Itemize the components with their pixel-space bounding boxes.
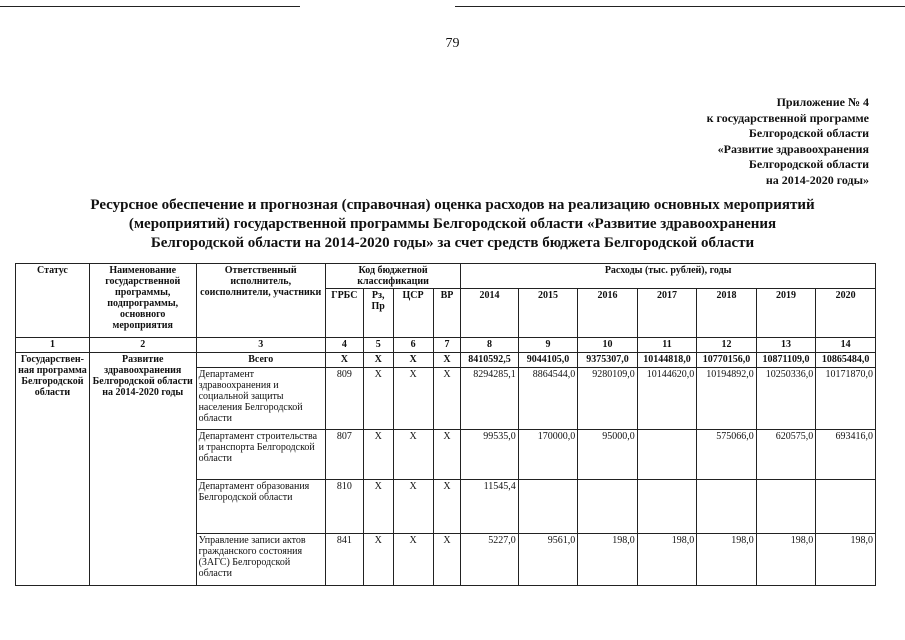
- csr-cell: Х: [393, 534, 433, 586]
- expense-cell: 8294285,1: [461, 368, 518, 430]
- expense-cell: 9280109,0: [578, 368, 638, 430]
- vr-cell: Х: [433, 430, 461, 480]
- header-year: 2019: [756, 289, 816, 338]
- expense-cell: 10871109,0: [756, 353, 816, 368]
- expense-cell: 99535,0: [461, 430, 518, 480]
- column-number: 9: [518, 338, 578, 353]
- rzpr-cell: Х: [363, 368, 393, 430]
- column-number-row: [16, 338, 876, 353]
- expense-cell: 10250336,0: [756, 368, 816, 430]
- rzpr-cell: Х: [363, 480, 393, 534]
- column-number: 3: [196, 338, 325, 353]
- vr-cell: Х: [433, 368, 461, 430]
- expense-cell: 11545,4: [461, 480, 518, 534]
- column-number: 8: [461, 338, 518, 353]
- expense-cell: 10865484,0: [816, 353, 876, 368]
- header-expenses: Расходы (тыс. рублей), годы: [461, 264, 876, 289]
- expense-cell: [578, 480, 638, 534]
- grbs-cell: Х: [325, 353, 363, 368]
- table-row: [16, 353, 876, 368]
- column-number: 5: [363, 338, 393, 353]
- executor-cell: Департамент образования Белгородской области: [196, 480, 325, 534]
- header-vr: ВР: [433, 289, 461, 338]
- expense-cell: 10770156,0: [697, 353, 757, 368]
- header-row: [16, 264, 876, 289]
- column-number: 6: [393, 338, 433, 353]
- expense-cell: 198,0: [578, 534, 638, 586]
- column-number: 2: [89, 338, 196, 353]
- top-rule-right: [455, 6, 905, 7]
- expense-cell: 10171870,0: [816, 368, 876, 430]
- vr-cell: Х: [433, 534, 461, 586]
- expense-cell: 198,0: [816, 534, 876, 586]
- executor-cell: Департамент строительства и транспорта Белгородской области: [196, 430, 325, 480]
- expense-cell: 95000,0: [578, 430, 638, 480]
- page-number: 79: [445, 36, 460, 51]
- header-budget-code: Код бюджетной классификации: [325, 264, 460, 289]
- appendix-line: к государственной программе: [706, 110, 869, 125]
- expense-cell: 10194892,0: [697, 368, 757, 430]
- rzpr-cell: Х: [363, 353, 393, 368]
- appendix-caption: [609, 95, 869, 188]
- top-rule-left: [0, 6, 300, 7]
- appendix-line: Приложение № 4: [776, 95, 869, 109]
- appendix-line: Белгородской области: [748, 157, 869, 171]
- rzpr-cell: Х: [363, 534, 393, 586]
- header-year: 2015: [518, 289, 578, 338]
- expense-cell: 170000,0: [518, 430, 578, 480]
- expense-cell: [816, 480, 876, 534]
- title-line: Ресурсное обеспечение и прогнозная (справочная) оценка расходов на реализацию основных мероприятий: [90, 197, 815, 213]
- expense-cell: [697, 480, 757, 534]
- budget-table: [15, 263, 876, 586]
- expense-cell: [518, 480, 578, 534]
- column-number: 4: [325, 338, 363, 353]
- expense-cell: 9561,0: [518, 534, 578, 586]
- csr-cell: Х: [393, 430, 433, 480]
- column-number: 13: [756, 338, 816, 353]
- header-executor: Ответственный исполнитель, соисполнители, участники: [196, 264, 325, 338]
- csr-cell: Х: [393, 480, 433, 534]
- expense-cell: 10144620,0: [637, 368, 697, 430]
- executor-cell: Всего: [196, 353, 325, 368]
- vr-cell: Х: [433, 353, 461, 368]
- column-number: 11: [637, 338, 697, 353]
- header-year: 2018: [697, 289, 757, 338]
- executor-cell: Управление записи актов гражданского состояния (ЗАГС) Белгородской области: [196, 534, 325, 586]
- program-name-cell: Развитие здравоохранения Белгородской области на 2014-2020 годы: [89, 353, 196, 586]
- expense-cell: 620575,0: [756, 430, 816, 480]
- grbs-cell: 809: [325, 368, 363, 430]
- expense-cell: 8864544,0: [518, 368, 578, 430]
- grbs-cell: 810: [325, 480, 363, 534]
- csr-cell: Х: [393, 353, 433, 368]
- grbs-cell: 807: [325, 430, 363, 480]
- header-year: 2017: [637, 289, 697, 338]
- header-year: 2014: [461, 289, 518, 338]
- table-body: [16, 338, 876, 586]
- header-name: Наименование государственной программы, подпрограммы, основного мероприятия: [89, 264, 196, 338]
- expense-cell: 198,0: [697, 534, 757, 586]
- expense-cell: [637, 480, 697, 534]
- column-number: 7: [433, 338, 461, 353]
- document-title: [40, 196, 865, 253]
- header-grbs: ГРБС: [325, 289, 363, 338]
- expense-cell: 10144818,0: [637, 353, 697, 368]
- grbs-cell: 841: [325, 534, 363, 586]
- appendix-line: на 2014-2020 годы»: [765, 172, 869, 187]
- header-year: 2020: [816, 289, 876, 338]
- header-rzpr: Рз, Пр: [363, 289, 393, 338]
- header-status: Статус: [16, 264, 90, 338]
- expense-cell: 693416,0: [816, 430, 876, 480]
- executor-cell: Департамент здравоохранения и социальной защиты населения Белгородской области: [196, 368, 325, 430]
- column-number: 12: [697, 338, 757, 353]
- title-line: Белгородской области на 2014-2020 годы» за счет средств бюджета Белгородской области: [150, 235, 755, 251]
- column-number: 10: [578, 338, 638, 353]
- rzpr-cell: Х: [363, 430, 393, 480]
- column-number: 14: [816, 338, 876, 353]
- title-line: (мероприятий) государственной программы Белгородской области «Развитие здравоохранения: [128, 216, 777, 232]
- column-number: 1: [16, 338, 90, 353]
- expense-cell: 198,0: [756, 534, 816, 586]
- appendix-line: «Развитие здравоохранения: [717, 141, 869, 156]
- expense-cell: 5227,0: [461, 534, 518, 586]
- expense-cell: 8410592,5: [461, 353, 518, 368]
- expense-cell: [756, 480, 816, 534]
- expense-cell: [637, 430, 697, 480]
- expense-cell: 9375307,0: [578, 353, 638, 368]
- expense-cell: 198,0: [637, 534, 697, 586]
- expense-cell: 9044105,0: [518, 353, 578, 368]
- expense-cell: 575066,0: [697, 430, 757, 480]
- vr-cell: Х: [433, 480, 461, 534]
- appendix-line: Белгородской области: [748, 126, 869, 140]
- header-year: 2016: [578, 289, 638, 338]
- status-cell: Государствен-ная программа Белгородской области: [16, 353, 90, 586]
- csr-cell: Х: [393, 368, 433, 430]
- header-csr: ЦСР: [393, 289, 433, 338]
